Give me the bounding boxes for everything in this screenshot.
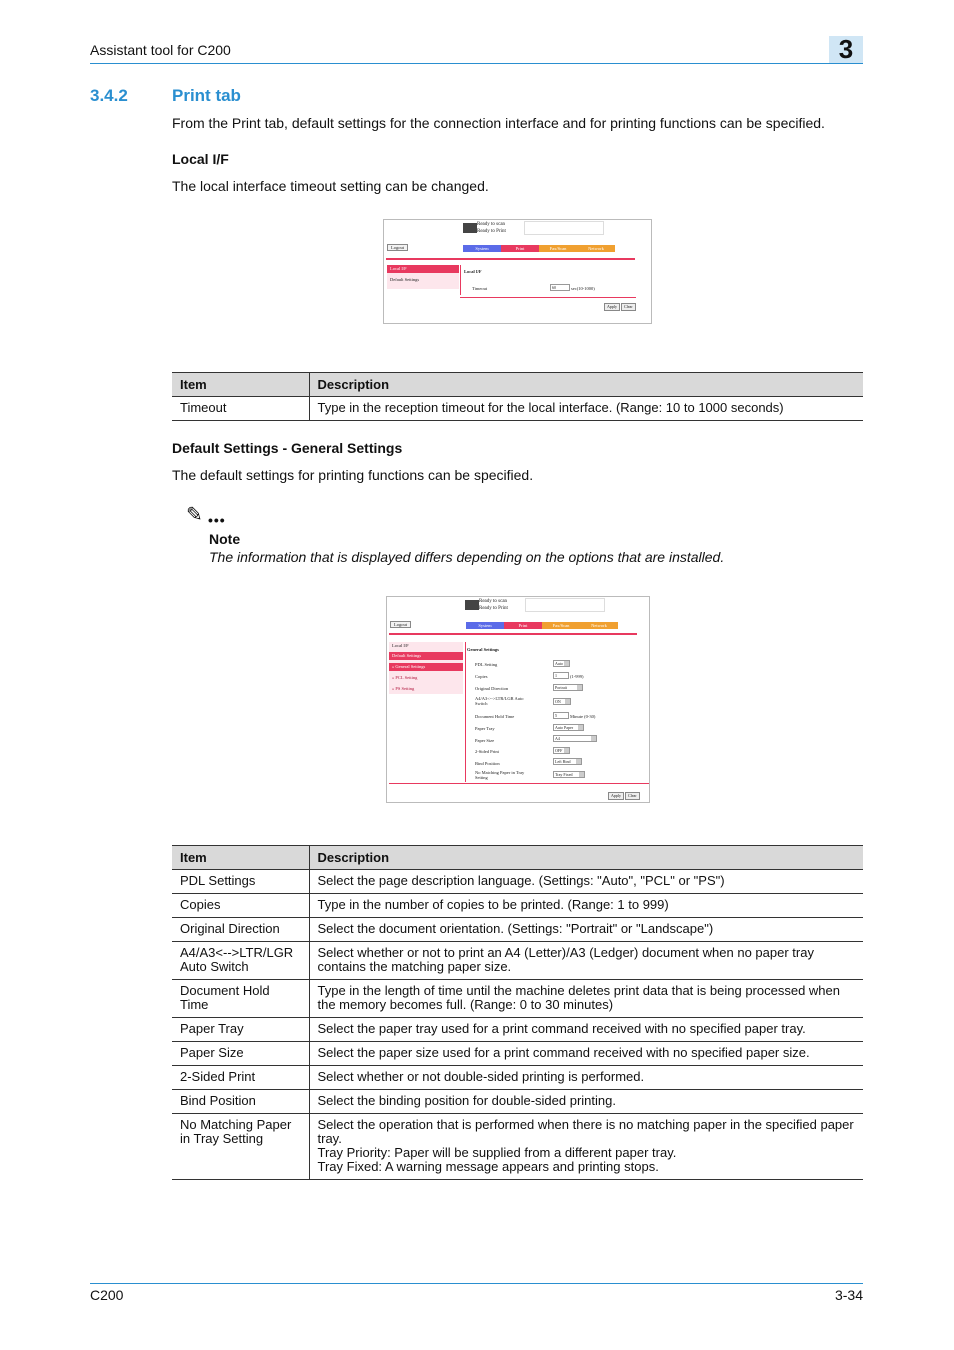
table-cell-item: A4/A3<-->LTR/LGR Auto Switch	[172, 942, 309, 980]
tab-fax-scan[interactable]: Fax/Scan	[539, 245, 577, 252]
table-header-row	[172, 373, 863, 397]
status-box	[525, 598, 605, 612]
printer-icon	[465, 600, 479, 610]
general-settings-screenshot	[386, 596, 650, 803]
table-cell-item: Copies	[172, 894, 309, 918]
table-header-item: Item	[172, 373, 309, 397]
tab-fax-scan[interactable]: Fax/Scan	[542, 622, 580, 629]
apply-button[interactable]: Apply	[604, 303, 620, 311]
chapter-number: 3	[838, 34, 854, 64]
clear-button[interactable]: Clear	[621, 303, 636, 311]
local-if-table	[172, 372, 863, 421]
menu-local-if[interactable]: Local I/F	[392, 643, 409, 648]
no-matching-paper-label: No Matching Paper in Tray Setting	[475, 770, 525, 780]
table-row	[172, 870, 863, 894]
status-print: Ready to Print	[479, 606, 508, 611]
note-text: The information that is displayed differs depending on the options that are installed.	[209, 549, 725, 565]
menu-divider	[460, 265, 461, 295]
pdl-setting-label: PDL Setting	[475, 662, 498, 667]
copies-range: (1-999)	[570, 674, 584, 679]
table-cell-item: Paper Tray	[172, 1018, 309, 1042]
tab-print[interactable]: Print	[501, 245, 539, 252]
panel-divider	[460, 297, 636, 298]
panel-title: General Settings	[467, 647, 499, 652]
tab-underline	[386, 258, 635, 260]
document-hold-time-range: Minute (0-30)	[570, 714, 596, 719]
menu-ps-setting[interactable]: » PS Setting	[389, 685, 463, 693]
header-title: Assistant tool for C200	[90, 42, 231, 58]
logout-button[interactable]: Logout	[390, 621, 411, 628]
table-cell-description: Select whether or not double-sided printing is performed.	[309, 1066, 863, 1090]
paper-tray-label: Paper Tray	[475, 726, 495, 731]
status-box	[524, 221, 604, 235]
note-label: Note	[209, 531, 241, 547]
table-cell-description: Select the page description language. (Settings: "Auto", "PCL" or "PS")	[309, 870, 863, 894]
logout-button[interactable]: Logout	[387, 244, 408, 251]
menu-default-settings[interactable]: Default Settings	[389, 652, 463, 660]
no-matching-paper-select[interactable]: Tray Fixed	[553, 771, 585, 778]
table-row	[172, 397, 863, 421]
printer-icon	[463, 223, 477, 233]
table-row	[172, 1042, 863, 1066]
document-hold-time-input[interactable]: 5	[553, 712, 569, 719]
menu-pcl-setting[interactable]: » PCL Setting	[389, 674, 463, 682]
two-sided-print-label: 2-Sided Print	[475, 749, 499, 754]
table-header-description: Description	[309, 846, 863, 870]
section-heading	[90, 86, 241, 106]
table-row	[172, 1018, 863, 1042]
page-header	[90, 34, 863, 64]
table-cell-item: No Matching Paper in Tray Setting	[172, 1114, 309, 1180]
status-scan: Ready to scan	[479, 599, 508, 604]
menu-divider	[465, 642, 466, 782]
table-cell-description: Select the document orientation. (Settings: "Portrait" or "Landscape")	[309, 918, 863, 942]
side-menu	[387, 265, 459, 289]
auto-switch-label: A4/A3<-->LTR/LGR Auto Switch	[475, 696, 524, 706]
two-sided-print-select[interactable]: OFF	[553, 747, 570, 754]
table-cell-description: Type in the number of copies to be printed. (Range: 1 to 999)	[309, 894, 863, 918]
table-cell-item: Document Hold Time	[172, 980, 309, 1018]
original-direction-select[interactable]: Portrait	[553, 684, 583, 691]
tab-system[interactable]: System	[466, 622, 504, 629]
menu-default-settings[interactable]: Default Settings	[390, 277, 420, 282]
local-if-text: The local interface timeout setting can be changed.	[172, 178, 489, 194]
auto-switch-select[interactable]: ON	[553, 698, 571, 705]
tab-network[interactable]: Network	[580, 622, 618, 629]
table-row	[172, 894, 863, 918]
tab-system[interactable]: System	[463, 245, 501, 252]
table-header-item: Item	[172, 846, 309, 870]
status-scan: Ready to scan	[477, 222, 506, 227]
table-row	[172, 1090, 863, 1114]
bind-position-label: Bind Position	[475, 761, 500, 766]
table-row	[172, 1114, 863, 1180]
table-cell-item: Original Direction	[172, 918, 309, 942]
table-cell-description: Type in the reception timeout for the local interface. (Range: 10 to 1000 seconds)	[309, 397, 863, 421]
table-cell-item: Bind Position	[172, 1090, 309, 1114]
default-settings-table	[172, 845, 863, 1180]
note-dots: •••	[208, 512, 226, 528]
table-row	[172, 1066, 863, 1090]
clear-button[interactable]: Clear	[625, 792, 640, 800]
table-cell-description: Select the paper tray used for a print command received with no specified paper tray.	[309, 1018, 863, 1042]
document-hold-time-label: Document Hold Time	[475, 714, 515, 719]
tab-print[interactable]: Print	[504, 622, 542, 629]
table-cell-description: Select whether or not to print an A4 (Letter)/A3 (Ledger) document when no paper tray contains the matching paper size.	[309, 942, 863, 980]
page-footer	[90, 1283, 863, 1303]
apply-button[interactable]: Apply	[608, 792, 624, 800]
footer-model: C200	[90, 1287, 124, 1303]
table-cell-item: PDL Settings	[172, 870, 309, 894]
bind-position-select[interactable]: Left Bind	[553, 758, 582, 765]
pencil-icon: ✎	[186, 504, 203, 526]
copies-label: Copies	[475, 674, 488, 679]
panel-divider	[389, 783, 649, 784]
panel-title: Local I/F	[464, 269, 482, 274]
local-if-screenshot	[383, 219, 652, 324]
table-cell-description: Select the binding position for double-sided printing.	[309, 1090, 863, 1114]
paper-tray-select[interactable]: Auto Paper	[553, 724, 584, 731]
footer-page-number: 3-34	[834, 1287, 863, 1303]
table-cell-item: Timeout	[172, 397, 309, 421]
section-number: 3.4.2	[90, 86, 128, 105]
menu-local-if[interactable]: Local I/F	[387, 265, 459, 273]
timeout-label: Timeout	[472, 286, 488, 291]
paper-size-label: Paper Size	[475, 738, 495, 743]
table-cell-item: Paper Size	[172, 1042, 309, 1066]
table-cell-description: Type in the length of time until the machine deletes print data that is being processed when the memory becomes full. (Range: 0 to 30 minutes)	[309, 980, 863, 1018]
tab-underline	[389, 633, 637, 635]
table-cell-description: Select the paper size used for a print command received with no specified paper size.	[309, 1042, 863, 1066]
timeout-input[interactable]: 60	[550, 284, 570, 291]
pdl-setting-select[interactable]: Auto	[553, 660, 570, 667]
menu-general-settings[interactable]: » General Settings	[389, 663, 463, 671]
table-row	[172, 980, 863, 1018]
table-header-row	[172, 846, 863, 870]
original-direction-label: Original Direction	[475, 686, 509, 691]
status-print: Ready to Print	[477, 229, 506, 234]
section-title: Print tab	[172, 86, 241, 105]
table-header-description: Description	[309, 373, 863, 397]
table-row	[172, 918, 863, 942]
table-row	[172, 942, 863, 980]
default-settings-text: The default settings for printing functions can be specified.	[172, 467, 534, 483]
side-menu	[389, 642, 463, 694]
tab-network[interactable]: Network	[577, 245, 615, 252]
default-settings-heading: Default Settings - General Settings	[172, 440, 403, 456]
timeout-unit: sec(10-1000)	[571, 286, 595, 291]
table-cell-description: Select the operation that is performed when there is no matching paper in the specified paper tray. Tray Priority: Paper will be supplied from a different paper tray. Tray Fixed: A warning message appears and printing stops.	[309, 1114, 863, 1180]
local-if-heading: Local I/F	[172, 151, 229, 167]
intro-paragraph: From the Print tab, default settings for the connection interface and for printing functions can be specified.	[172, 115, 825, 131]
copies-input[interactable]: 1	[553, 672, 569, 679]
paper-size-select[interactable]: A4	[553, 735, 597, 742]
table-cell-item: 2-Sided Print	[172, 1066, 309, 1090]
